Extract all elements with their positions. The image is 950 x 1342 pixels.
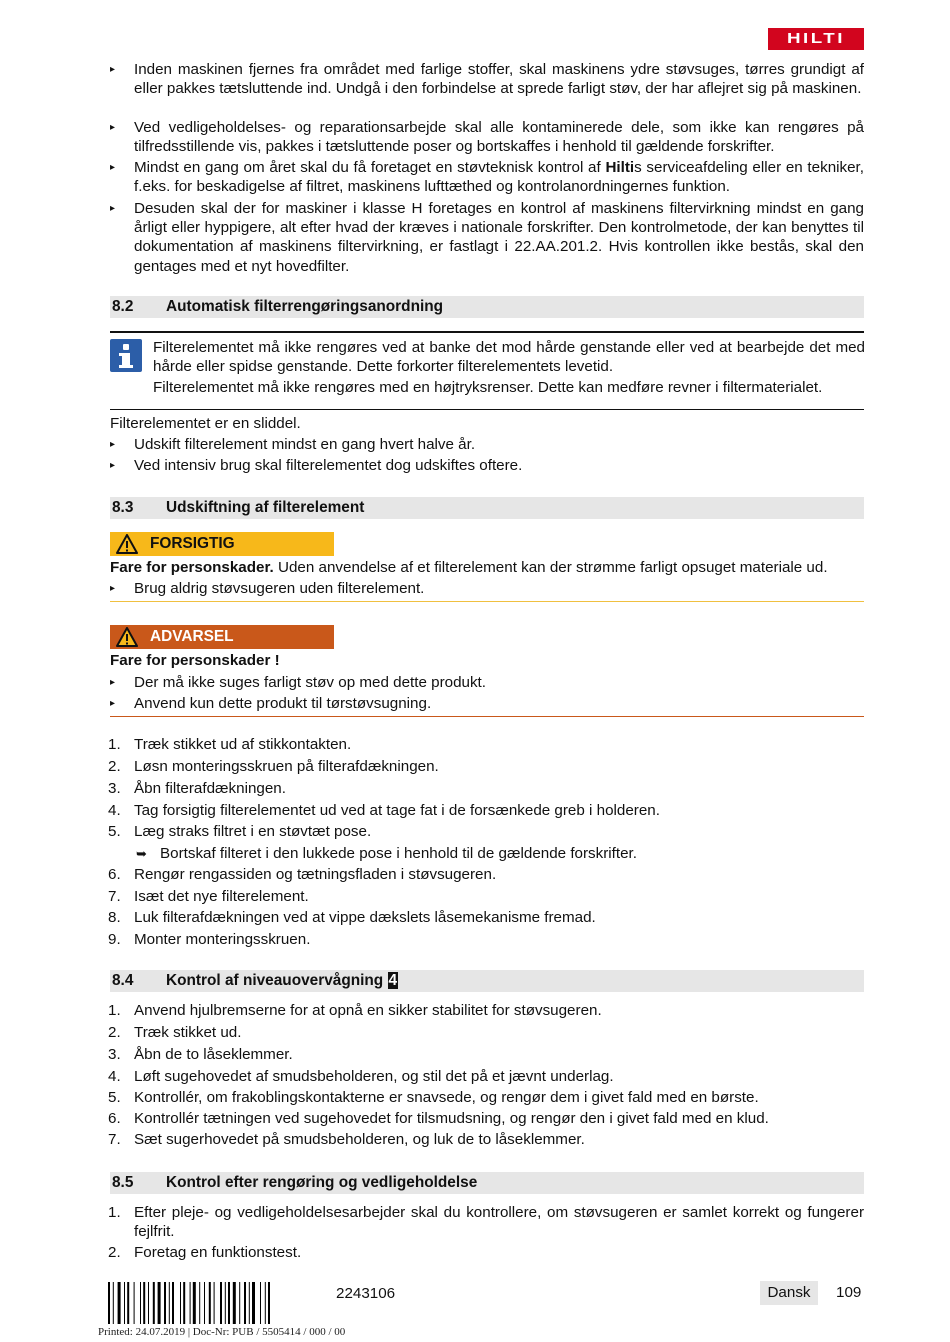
- list-item: Ved intensiv brug skal filterelementet dog udskiftes oftere.: [134, 457, 523, 474]
- caution-label: FORSIGTIG: [110, 532, 334, 556]
- step-item: Luk filterafdækningen ved at vippe dækslets låsemekanisme fremad.: [134, 909, 596, 926]
- note-text-1: Filterelementet må ikke rengøres ved at banke det mod hårde genstande eller ved at bearbejde det med hårde eller spidse genstande. Dette forkorter filterelementets levetid.: [153, 339, 865, 376]
- step-item: Træk stikket ud.: [134, 1024, 242, 1041]
- brand-name: Hilti: [605, 159, 635, 176]
- section-title: Kontrol efter rengøring og vedligeholdelse: [166, 1174, 478, 1191]
- step-item: Træk stikket ud af stikkontakten.: [134, 736, 352, 753]
- step-item: Monter monteringsskruen.: [134, 931, 311, 948]
- warning-rule: [110, 716, 864, 717]
- step-item: Løft sugehovedet af smudsbeholderen, og stil det på et jævnt underlag.: [134, 1068, 614, 1085]
- bullet-marker: ▸: [110, 64, 116, 75]
- list-item: Udskift filterelement mindst en gang hvert halve år.: [134, 436, 476, 453]
- bullet-marker: ▸: [110, 162, 116, 173]
- bullet-marker: ▸: [110, 122, 116, 133]
- step-item: Rengør rengassiden og tætningsfladen i støvsugeren.: [134, 866, 497, 883]
- step-number: 6.: [108, 866, 121, 883]
- step-item: Læg straks filtret i en støvtæt pose.: [134, 823, 372, 840]
- section-title: Automatisk filterrengøringsanordning: [166, 298, 444, 315]
- step-number: 1.: [108, 1204, 121, 1221]
- warning-hazard: Fare for personskader !: [110, 652, 280, 669]
- step-number: 1.: [108, 1002, 121, 1019]
- step-number: 8.: [108, 909, 121, 926]
- step-number: 7.: [108, 1131, 121, 1148]
- step-number: 3.: [108, 1046, 121, 1063]
- step-item: Sæt sugerhovedet på smudsbeholderen, og luk de to låseklemmer.: [134, 1131, 585, 1148]
- result-arrow-icon: ➥: [136, 846, 147, 861]
- note-text-2: Filterelementet må ikke rengøres med en højtryksrenser. Dette kan medføre revner i filtermaterialet.: [153, 379, 823, 396]
- step-item: Tag forsigtig filterelementet ud ved at tage fat i de forsænkede greb i holderen.: [134, 802, 660, 819]
- section-header-8-4: [110, 970, 864, 992]
- barcode: [108, 1282, 318, 1324]
- section-header-8-5: [110, 1172, 864, 1194]
- step-item: Åbn filterafdækningen.: [134, 780, 286, 797]
- step-number: 2.: [108, 1024, 121, 1041]
- warning-triangle-icon: [116, 534, 138, 554]
- step-item: Åbn de to låseklemmer.: [134, 1046, 293, 1063]
- intro-bullet-1: Inden maskinen fjernes fra området med farlige stoffer, skal maskinens ydre støvsuges, tørres grundigt af eller pakkes tætsluttende ind. Undgå i den forbindelse at sprede farligt støv, der har aflejret sig på maskinen.: [134, 61, 864, 98]
- step-number: 1.: [108, 736, 121, 753]
- section-title: Udskiftning af filterelement: [166, 499, 365, 516]
- bullet-marker: ▸: [110, 460, 116, 471]
- intro-bullet-4: Desuden skal der for maskiner i klasse H foretages en kontrol af maskinens filtervirkning mindst en gang årligt eller hyppigere, alt efter hvad der kræves i nationale forskrifter. Den kontrolmetode, der kan benyttes til dokumentation af maskinens filtervirkning, er fastlagt i 22.AA.201.2. Hvis kontrollen ikke bestås, skal den gentages med et nyt hovedfilter.: [134, 200, 864, 275]
- caution-item: Brug aldrig støvsugeren uden filterelement.: [134, 580, 425, 597]
- intro-bullet-3: Mindst en gang om året skal du få foretaget en støvteknisk kontrol af Hiltis serviceafdeling eller en tekniker, f.eks. for beskadigelse af filtret, maskinens lufttæthed og kontrolanordningernes funktion.: [134, 159, 864, 196]
- step-number: 5.: [108, 1089, 121, 1106]
- step-item: Efter pleje- og vedligeholdelsesarbejder skal du kontrollere, om støvsugeren er samlet korrekt og fungerer fejlfrit.: [134, 1204, 864, 1241]
- step-item: Foretag en funktionstest.: [134, 1244, 302, 1261]
- footer-code: 2243106: [336, 1285, 396, 1302]
- paragraph: Filterelementet er en sliddel.: [110, 415, 301, 432]
- section-number: 8.4: [112, 972, 134, 989]
- step-number: 4.: [108, 1068, 121, 1085]
- section-number: 8.5: [112, 1174, 134, 1191]
- bullet-marker: ▸: [110, 677, 116, 688]
- print-info: Printed: 24.07.2019 | Doc-Nr: PUB / 5505414 / 000 / 00: [98, 1326, 346, 1338]
- warning-triangle-icon: [116, 627, 138, 647]
- step-result: Bortskaf filteret i den lukkede pose i henhold til de gældende forskrifter.: [160, 845, 637, 862]
- step-item: Kontrollér tætningen ved sugehovedet for tilsmudsning, og rengør den i givet fald med en klud.: [134, 1110, 769, 1127]
- caution-rule: [110, 601, 864, 602]
- step-item: Kontrollér, om frakoblingskontakterne er snavsede, og rengør dem i givet fald med en børste.: [134, 1089, 759, 1106]
- page-number: 109: [836, 1284, 862, 1301]
- hilti-logo: HILTI: [768, 28, 864, 50]
- step-number: 2.: [108, 758, 121, 775]
- info-icon: [110, 339, 142, 372]
- intro-bullet-2: Ved vedligeholdelses- og reparationsarbejde skal alle kontaminerede dele, som ikke kan rengøres på tilfredsstillende vis, pakkes i tætsluttende poser og bortskaffes i henhold til gældende forskrifter.: [134, 119, 864, 156]
- warning-item: Der må ikke suges farligt støv op med dette produkt.: [134, 674, 486, 691]
- section-header-8-2: [110, 296, 864, 318]
- bullet-marker: ▸: [110, 439, 116, 450]
- step-number: 5.: [108, 823, 121, 840]
- step-number: 2.: [108, 1244, 121, 1261]
- section-number: 8.2: [112, 298, 134, 315]
- warning-item: Anvend kun dette produkt til tørstøvsugning.: [134, 695, 432, 712]
- section-header-8-3: [110, 497, 864, 519]
- step-item: Isæt det nye filterelement.: [134, 888, 309, 905]
- figure-ref-badge: 4: [388, 972, 398, 989]
- step-number: 9.: [108, 931, 121, 948]
- step-number: 6.: [108, 1110, 121, 1127]
- caution-hazard: Fare for personskader. Uden anvendelse af et filterelement kan der strømme farligt opsuget materiale ud.: [110, 559, 828, 576]
- bullet-marker: ▸: [110, 203, 116, 214]
- bullet-marker: ▸: [110, 583, 116, 594]
- step-number: 7.: [108, 888, 121, 905]
- step-number: 3.: [108, 780, 121, 797]
- language-label: Dansk: [760, 1281, 818, 1305]
- step-item: Løsn monteringsskruen på filterafdækningen.: [134, 758, 439, 775]
- warning-label: ADVARSEL: [110, 625, 334, 649]
- step-item: Anvend hjulbremserne for at opnå en sikker stabilitet for støvsugeren.: [134, 1002, 602, 1019]
- section-number: 8.3: [112, 499, 134, 516]
- step-number: 4.: [108, 802, 121, 819]
- section-title: Kontrol af niveauovervågning 4: [166, 972, 398, 989]
- bullet-marker: ▸: [110, 698, 116, 709]
